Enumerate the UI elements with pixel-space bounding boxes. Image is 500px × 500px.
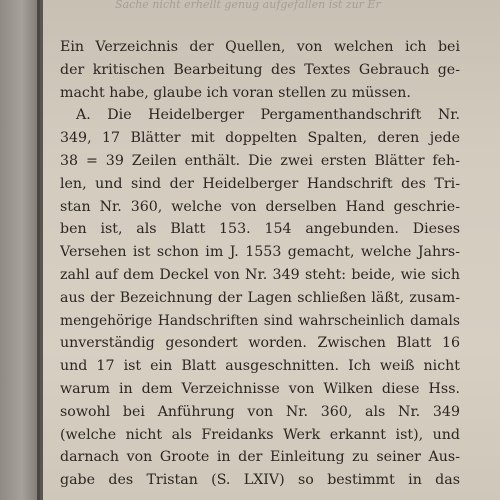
body-text xyxy=(60,36,460,492)
text-line: 38 = 39 Zeilen enthält. Die zwei ersten Blätter feh- xyxy=(60,152,460,169)
text-line: macht habe, glaube ich voran stellen zu müssen. xyxy=(60,84,411,101)
text-line: mengehörige Handschriften sind wahrscheinlich damals xyxy=(60,312,460,329)
text-line: der kritischen Bearbeitung des Textes Gebrauch ge- xyxy=(60,61,460,78)
text-line: stan Nr. 360, welche von derselben Hand geschrie- xyxy=(60,198,460,215)
text-line: sowohl bei Anführung von Nr. 360, als Nr. 349 xyxy=(60,403,460,420)
text-line: warum in dem Verzeichnisse von Wilken diese Hss. xyxy=(60,380,460,397)
text-line: ben ist, als Blatt 153. 154 angebunden. Dieses xyxy=(60,221,460,238)
adjacent-page-edge xyxy=(0,0,40,500)
text-line: zahl auf dem Deckel von Nr. 349 steht: beide, wie sich xyxy=(60,266,460,283)
text-line: (welche nicht als Freidanks Werk erkannt ist), und xyxy=(60,426,460,443)
text-line: und 17 ist ein Blatt ausgeschnitten. Ich weiß nicht xyxy=(60,358,460,375)
text-line: gabe des Tristan (S. LXIV) so bestimmt in das xyxy=(60,472,460,489)
text-line: Versehen ist schon im J. 1553 gemacht, welche Jahrs- xyxy=(60,244,460,261)
book-page xyxy=(43,0,500,500)
text-line: darnach von Groote in der Einleitung zu seiner Aus- xyxy=(60,449,460,466)
bleed-through-text: Sache nicht erhellt genug aufgefallen ist zur Er xyxy=(115,0,381,11)
text-line: aus der Bezeichnung der Lagen schließen läßt, zusam- xyxy=(60,289,460,306)
text-line: 349, 17 Blätter mit doppelten Spalten, deren jede xyxy=(60,130,460,147)
text-line: unverständig gesondert worden. Zwischen Blatt 16 xyxy=(60,335,460,352)
text-line: A. Die Heidelberger Pergamenthandschrift Nr. xyxy=(76,107,460,124)
text-line: Ein Verzeichnis der Quellen, von welchen ich bei xyxy=(60,39,460,55)
text-line: len, und sind der Heidelberger Handschrift des Tri- xyxy=(60,175,460,192)
